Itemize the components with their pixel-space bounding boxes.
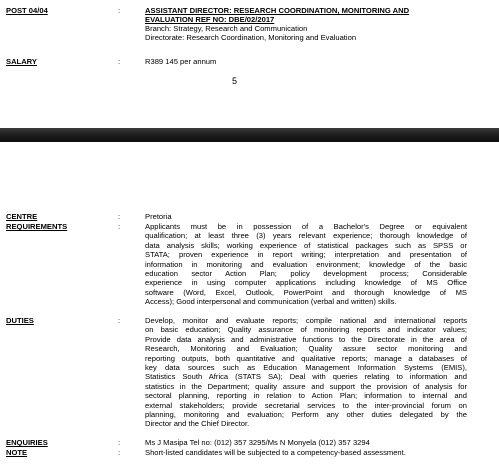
duties-line: key data sources such as Education Management Information Systems (EMIS),	[145, 362, 467, 372]
post-branch: Branch: Strategy, Research and Communication	[145, 24, 308, 33]
requirements-text	[145, 222, 467, 307]
requirements-line: qualification; at least three (3) years relevant experience; thorough knowledge of	[145, 231, 467, 241]
duties-line: sectoral planning, reporting in relation to Action Plan; information to internal and	[145, 391, 467, 401]
requirements-line: software (Word, Excel, Outlook, PowerPoint and thorough knowledge of MS	[145, 287, 467, 297]
requirements-line: information in monitoring and evaluation environment; knowledge of the basic	[145, 259, 467, 269]
salary-label: SALARY	[6, 57, 37, 66]
duties-text	[145, 316, 467, 429]
requirements-line: education sector Action Plan; policy development process; Considerable	[145, 268, 467, 278]
note-label: NOTE	[6, 448, 28, 457]
requirements-colon: :	[118, 222, 121, 231]
page-break-band	[0, 128, 499, 142]
duties-label: DUTIES	[6, 316, 34, 325]
duties-line: Develop, monitor and evaluate reports; compile national and international reports	[145, 316, 467, 325]
duties-line: external stakeholders; provide secretarial services to the inter-provincial forum on	[145, 400, 467, 410]
salary-colon: :	[118, 57, 121, 66]
post-title-line1: ASSISTANT DIRECTOR: RESEARCH COORDINATION, MONITORING AND	[145, 6, 410, 15]
post-label: POST 04/04	[6, 6, 48, 15]
duties-line: reporting outputs, both quantitative and qualitative reports; manage a databases of	[145, 353, 467, 363]
requirements-line: Access); Good interpersonal and communication (verbal and written) skills.	[145, 297, 397, 307]
duties-line: on basic education; Quality assurance of monitoring reports and indicator values;	[145, 325, 467, 335]
enquiries-colon: :	[118, 438, 121, 447]
duties-line: statistics in the Department; quality assure and support the provision of analysis for	[145, 381, 467, 391]
salary-value: R389 145 per annum	[145, 57, 217, 66]
enquiries-label: ENQUIRIES	[6, 438, 48, 447]
duties-line: Research, Monitoring and Evaluation; Quality assure sector monitoring and	[145, 344, 467, 354]
note-colon: :	[118, 448, 121, 457]
enquiries-value: Ms J Masipa Tel no: (012) 357 3295/Ms N Monyela (012) 357 3294	[145, 438, 370, 447]
duties-line: Provide data analysis and administrative functions to the Directorate in the area of	[145, 334, 467, 344]
requirements-line: STATA; proven experience in report writing; interpretation and presentation of	[145, 250, 467, 260]
requirements-line: Applicants must be in possession of a Bachelor's Degree or equivalent	[145, 222, 467, 231]
requirements-line: data analysis skills; working experience of statistical packages such as SPSS or	[145, 240, 467, 250]
duties-line: Director and the Chief Director.	[145, 419, 250, 429]
requirements-line: experience in using computer applications including knowledge of MS Office	[145, 278, 467, 288]
post-block	[145, 6, 475, 42]
centre-colon: :	[118, 212, 121, 221]
duties-colon: :	[118, 316, 121, 325]
centre-value: Pretoria	[145, 212, 172, 221]
post-colon: :	[118, 6, 121, 15]
page-number: 5	[232, 76, 238, 86]
post-directorate: Directorate: Research Coordination, Monitoring and Evaluation	[145, 33, 357, 42]
requirements-label: REQUIREMENTS	[6, 222, 68, 231]
post-title-line2: EVALUATION REF NO: DBE/02/2017	[145, 15, 275, 24]
note-value: Short-listed candidates will be subjected to a competency-based assessment.	[145, 448, 406, 457]
duties-line: planning, monitoring and evaluation; Perform any other duties delegated by the	[145, 409, 467, 419]
centre-label: CENTRE	[6, 212, 38, 221]
duties-line: Statistics South Africa (STATS SA); Deal with queries relating to information and	[145, 372, 467, 382]
